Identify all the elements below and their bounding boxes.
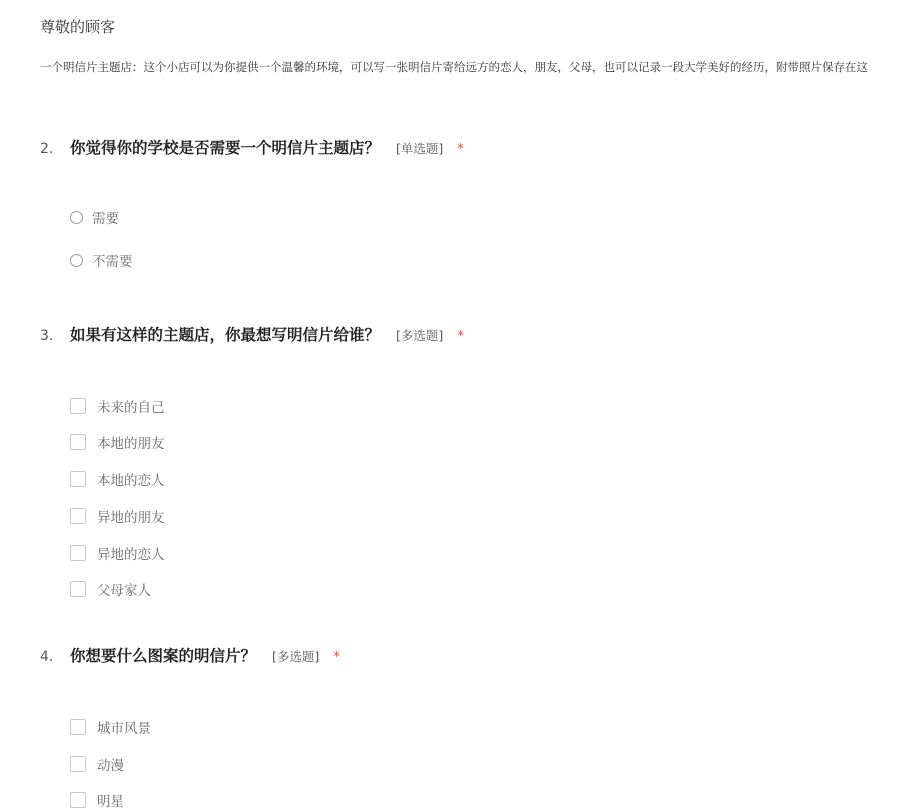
checkbox-option-remote-friend[interactable] (70, 506, 165, 526)
greeting-text: 尊敬的顾客 (40, 18, 116, 36)
option-label: 异地的朋友 (97, 510, 165, 526)
checkbox-option-local-friend[interactable] (70, 432, 165, 452)
radio-option-not-need[interactable] (70, 250, 133, 270)
required-marker: * (457, 329, 464, 344)
radio-button[interactable] (70, 211, 83, 224)
option-label: 父母家人 (97, 583, 151, 599)
checkbox[interactable] (70, 508, 86, 524)
question-title: 你想要什么图案的明信片？ (70, 647, 257, 665)
checkbox[interactable] (70, 792, 86, 808)
checkbox-option-family[interactable] (70, 579, 151, 599)
option-label: 需要 (92, 211, 119, 227)
checkbox-option-celebrity[interactable] (70, 790, 124, 810)
checkbox[interactable] (70, 581, 86, 597)
question-4-header (40, 644, 340, 666)
question-type-label: [多选题] (272, 649, 320, 664)
radio-option-need[interactable] (70, 207, 119, 227)
checkbox[interactable] (70, 471, 86, 487)
question-number: 2. (40, 141, 54, 157)
checkbox-option-anime[interactable] (70, 754, 124, 774)
intro-text: 一个明信片主题店：这个小店可以为你提供一个温馨的环境，可以写一张明信片寄给远方的恋人，朋友，父母，也可以记录一段大学美好的经历，附带照片保存在这 (40, 60, 868, 74)
option-label: 动漫 (97, 758, 124, 774)
checkbox-option-future-self[interactable] (70, 396, 165, 416)
option-label: 明星 (97, 794, 124, 810)
required-marker: * (457, 142, 464, 157)
checkbox[interactable] (70, 398, 86, 414)
option-label: 本地的恋人 (97, 473, 165, 489)
checkbox-option-remote-lover[interactable] (70, 543, 165, 563)
question-type-label: [单选题] (396, 141, 444, 156)
radio-button[interactable] (70, 254, 83, 267)
checkbox-option-local-lover[interactable] (70, 469, 165, 489)
required-marker: * (333, 650, 340, 665)
checkbox[interactable] (70, 719, 86, 735)
question-title: 你觉得你的学校是否需要一个明信片主题店？ (70, 139, 381, 157)
question-number: 4. (40, 649, 54, 665)
option-label: 不需要 (92, 254, 133, 270)
question-2-header (40, 136, 464, 158)
checkbox[interactable] (70, 434, 86, 450)
checkbox-option-city-scenery[interactable] (70, 717, 151, 737)
question-type-label: [多选题] (396, 328, 444, 343)
checkbox[interactable] (70, 756, 86, 772)
option-label: 城市风景 (97, 721, 151, 737)
question-3-header (40, 323, 464, 345)
option-label: 本地的朋友 (97, 436, 165, 452)
option-label: 异地的恋人 (97, 547, 165, 563)
checkbox[interactable] (70, 545, 86, 561)
question-number: 3. (40, 328, 54, 344)
question-title: 如果有这样的主题店，你最想写明信片给谁？ (70, 326, 381, 344)
option-label: 未来的自己 (97, 400, 165, 416)
